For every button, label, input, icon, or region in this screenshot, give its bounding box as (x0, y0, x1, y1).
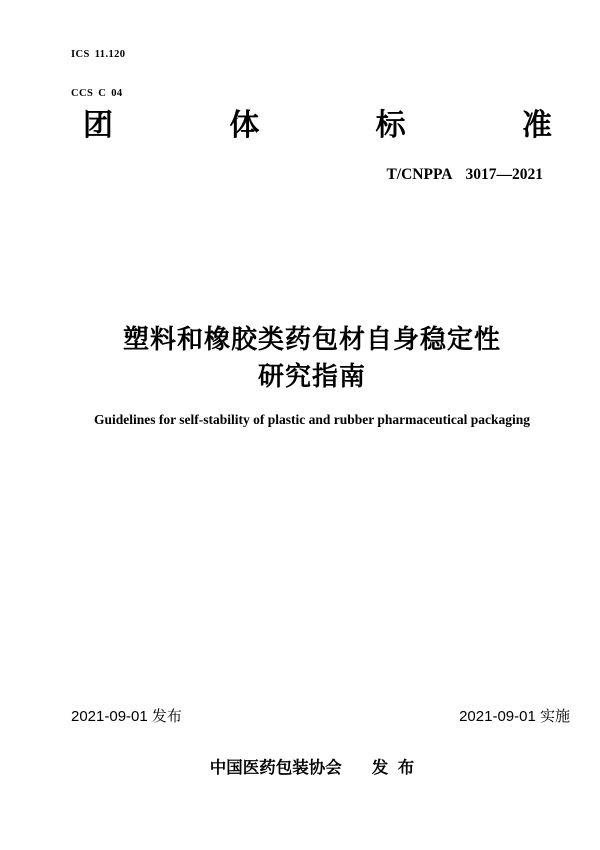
issue-date: 2021-09-01 发布 (71, 708, 182, 725)
doc-type-char-1: 团 (83, 109, 113, 142)
standard-number: T/CNPPA 3017—2021 (386, 166, 543, 183)
doc-type-char-4: 准 (521, 109, 552, 142)
implementation-date: 2021-09-01 实施 (459, 708, 570, 725)
ics-code: ICS 11.120 (71, 49, 126, 60)
doc-type-char-3: 标 (375, 109, 406, 142)
ccs-code: CCS C 04 (71, 88, 123, 99)
publisher-name: 中国医药包装协会 (209, 759, 342, 777)
date-row (71, 707, 570, 727)
doc-type-char-2: 体 (229, 109, 260, 142)
title-english: Guidelines for self-stability of plastic and rubber pharmaceutical packaging (93, 412, 531, 427)
publisher-row (24, 756, 600, 780)
publish-label: 发 布 (371, 759, 415, 777)
title-chinese-line1: 塑料和橡胶类药包材自身稳定性 (122, 324, 501, 354)
document-type-title (83, 108, 552, 144)
title-chinese (24, 321, 600, 395)
title-chinese-line2: 研究指南 (257, 361, 366, 391)
